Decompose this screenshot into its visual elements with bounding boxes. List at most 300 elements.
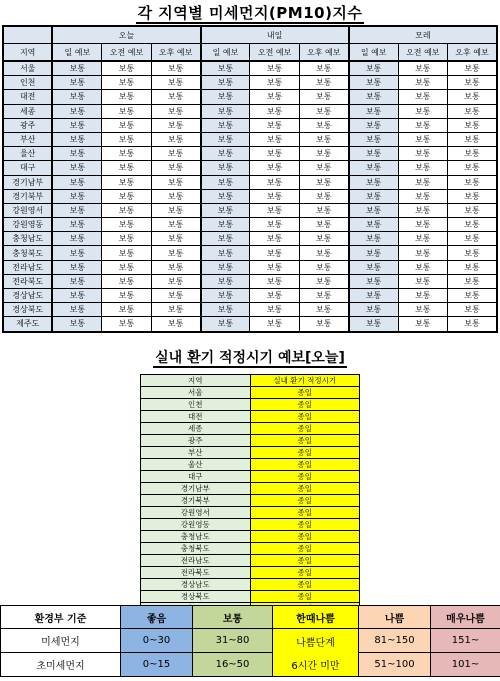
vent-region-cell: 전라남도	[141, 555, 251, 567]
pm-value-cell: 보통	[52, 232, 101, 246]
pm-value-cell: 보통	[299, 260, 348, 274]
vent-value-cell: 종일	[250, 447, 360, 459]
pm-value-cell: 보통	[102, 232, 151, 246]
pm-value-cell: 보통	[151, 147, 200, 161]
vent-region-cell: 대전	[141, 411, 251, 423]
pm-value-cell: 보통	[250, 289, 299, 303]
pm-value-cell: 보통	[398, 274, 447, 288]
pm-value-cell: 보통	[52, 289, 101, 303]
pm-value-cell: 보통	[102, 118, 151, 132]
pm-value-cell: 보통	[398, 104, 447, 118]
standard-value: 0~30	[121, 629, 193, 653]
vent-region-cell: 경기남부	[141, 483, 251, 495]
pm-value-cell: 보통	[448, 317, 497, 332]
pm-value-cell: 보통	[398, 317, 447, 332]
pm-value-cell: 보통	[349, 104, 398, 118]
vent-region-cell: 충청북도	[141, 543, 251, 555]
pm-value-cell: 보통	[52, 76, 101, 90]
pm-period-header: 일 예보	[349, 44, 398, 62]
pm-value-cell: 보통	[201, 161, 250, 175]
pm-value-cell: 보통	[448, 132, 497, 146]
pm-value-cell: 보통	[299, 274, 348, 288]
pm-period-header: 오후 예보	[299, 44, 348, 62]
pm-day-header: 모레	[349, 26, 497, 44]
pm-value-cell: 보통	[250, 203, 299, 217]
pm-region-cell: 경상북도	[3, 303, 52, 317]
pm-region-cell: 인천	[3, 76, 52, 90]
pm-region-cell: 대구	[3, 161, 52, 175]
pm-value-cell: 보통	[299, 317, 348, 332]
pm-value-cell: 보통	[52, 189, 101, 203]
pm-value-cell: 보통	[52, 274, 101, 288]
vent-value-cell: 종일	[250, 567, 360, 579]
pm-value-cell: 보통	[398, 147, 447, 161]
pm-value-cell: 보통	[201, 246, 250, 260]
vent-region-cell: 세종	[141, 423, 251, 435]
table-row	[141, 591, 360, 603]
pm-value-cell: 보통	[398, 189, 447, 203]
pm-value-cell: 보통	[349, 303, 398, 317]
pm-period-header: 오후 예보	[448, 44, 497, 62]
vent-header-cell: 실내 환기 적정시기	[250, 375, 360, 387]
pm-value-cell: 보통	[201, 147, 250, 161]
table-row	[3, 274, 497, 288]
pm-value-cell: 보통	[250, 317, 299, 332]
table-row	[3, 260, 497, 274]
pm-value-cell: 보통	[448, 175, 497, 189]
pm-value-cell: 보통	[52, 132, 101, 146]
pm-value-cell: 보통	[398, 90, 447, 104]
vent-value-cell: 종일	[250, 495, 360, 507]
pm-value-cell: 보통	[201, 232, 250, 246]
pm-value-cell: 보통	[250, 260, 299, 274]
pm-region-cell: 제주도	[3, 317, 52, 332]
pm-value-cell: 보통	[299, 104, 348, 118]
pm-value-cell: 보통	[201, 203, 250, 217]
pm-period-header: 오전 예보	[250, 44, 299, 62]
pm-value-cell: 보통	[52, 246, 101, 260]
table-row	[3, 76, 497, 90]
table-row	[3, 132, 497, 146]
vent-region-cell: 경상북도	[141, 591, 251, 603]
pm-value-cell: 보통	[102, 246, 151, 260]
pm-value-cell: 보통	[52, 260, 101, 274]
pm-value-cell: 보통	[201, 289, 250, 303]
pm-value-cell: 보통	[448, 260, 497, 274]
vent-value-cell: 종일	[250, 555, 360, 567]
vent-region-cell: 서울	[141, 387, 251, 399]
pm-value-cell: 보통	[448, 90, 497, 104]
pm-value-cell: 보통	[151, 303, 200, 317]
pm-value-cell: 보통	[349, 232, 398, 246]
pm-region-cell: 충청남도	[3, 232, 52, 246]
pm-value-cell: 보통	[349, 289, 398, 303]
vent-region-cell: 충청남도	[141, 531, 251, 543]
pm-value-cell: 보통	[201, 175, 250, 189]
pm-value-cell: 보통	[398, 232, 447, 246]
pm-value-cell: 보통	[349, 218, 398, 232]
pm-region-cell: 광주	[3, 118, 52, 132]
table-row	[141, 531, 360, 543]
pm-region-cell: 전라북도	[3, 274, 52, 288]
standard-header-cell: 나쁨	[359, 606, 431, 629]
pm-value-cell: 보통	[299, 61, 348, 76]
pm-value-cell: 보통	[250, 218, 299, 232]
pm-value-cell: 보통	[201, 274, 250, 288]
pm-period-header: 오전 예보	[102, 44, 151, 62]
vent-region-cell: 강원영서	[141, 507, 251, 519]
pm-value-cell: 보통	[398, 260, 447, 274]
pm-value-cell: 보통	[299, 90, 348, 104]
pm-value-cell: 보통	[299, 232, 348, 246]
pm-forecast-table	[2, 25, 498, 333]
pm-value-cell: 보통	[151, 274, 200, 288]
pm-value-cell: 보통	[448, 104, 497, 118]
pm-value-cell: 보통	[102, 61, 151, 76]
table-row	[141, 399, 360, 411]
pm-value-cell: 보통	[448, 232, 497, 246]
pm-value-cell: 보통	[52, 203, 101, 217]
pm-value-cell: 보통	[250, 232, 299, 246]
pm-value-cell: 보통	[398, 132, 447, 146]
table-row	[141, 483, 360, 495]
pm-value-cell: 보통	[151, 175, 200, 189]
pm-value-cell: 보통	[398, 61, 447, 76]
standard-header-row	[1, 606, 500, 629]
table-row	[141, 495, 360, 507]
pm-value-cell: 보통	[448, 161, 497, 175]
pm-value-cell: 보통	[52, 90, 101, 104]
standard-value: 51~100	[359, 653, 431, 677]
vent-region-cell: 부산	[141, 447, 251, 459]
pm-value-cell: 보통	[299, 203, 348, 217]
standard-header-cell: 환경부 기준	[1, 606, 121, 629]
pm-value-cell: 보통	[201, 76, 250, 90]
pm-value-cell: 보통	[250, 76, 299, 90]
pm-region-cell: 울산	[3, 147, 52, 161]
pm-value-cell: 보통	[102, 303, 151, 317]
pm-value-cell: 보통	[151, 118, 200, 132]
pm-value-cell: 보통	[448, 218, 497, 232]
table-row	[3, 161, 497, 175]
pm-value-cell: 보통	[349, 61, 398, 76]
pm-value-cell: 보통	[349, 147, 398, 161]
pm-region-cell: 서울	[3, 61, 52, 76]
pm-header-row-days	[3, 26, 497, 44]
pm-value-cell: 보통	[102, 260, 151, 274]
pm-value-cell: 보통	[448, 303, 497, 317]
pm-value-cell: 보통	[448, 246, 497, 260]
pm-value-cell: 보통	[201, 61, 250, 76]
table-row	[3, 303, 497, 317]
ventilation-table	[140, 374, 360, 615]
pm-value-cell: 보통	[151, 246, 200, 260]
pm-period-header: 오후 예보	[151, 44, 200, 62]
pm-value-cell: 보통	[102, 175, 151, 189]
pm-value-cell: 보통	[102, 90, 151, 104]
vent-value-cell: 종일	[250, 531, 360, 543]
pm-region-header: 지역	[3, 44, 52, 62]
pm-value-cell: 보통	[349, 274, 398, 288]
pm-region-cell: 전라남도	[3, 260, 52, 274]
table-row	[3, 90, 497, 104]
vent-value-cell: 종일	[250, 543, 360, 555]
pm-value-cell: 보통	[201, 118, 250, 132]
vent-region-cell: 대구	[141, 471, 251, 483]
table-row	[141, 555, 360, 567]
vent-value-cell: 종일	[250, 435, 360, 447]
table-row	[141, 423, 360, 435]
pm-value-cell: 보통	[52, 61, 101, 76]
standard-table	[0, 605, 500, 677]
pm-value-cell: 보통	[349, 260, 398, 274]
table-row	[141, 579, 360, 591]
pm-value-cell: 보통	[250, 104, 299, 118]
vent-value-cell: 종일	[250, 507, 360, 519]
pm-value-cell: 보통	[102, 317, 151, 332]
table-row	[3, 218, 497, 232]
pm-value-cell: 보통	[299, 189, 348, 203]
pm-period-header: 일 예보	[201, 44, 250, 62]
pm-value-cell: 보통	[151, 203, 200, 217]
pm-value-cell: 보통	[299, 303, 348, 317]
vent-value-cell: 종일	[250, 483, 360, 495]
standard-value: 16~50	[193, 653, 273, 677]
pm-value-cell: 보통	[250, 161, 299, 175]
pm-value-cell: 보통	[250, 147, 299, 161]
pm-value-cell: 보통	[201, 132, 250, 146]
vent-region-cell: 강원영동	[141, 519, 251, 531]
pm-value-cell: 보통	[398, 246, 447, 260]
pm-region-cell: 경상남도	[3, 289, 52, 303]
vent-region-cell: 울산	[141, 459, 251, 471]
table-row	[141, 459, 360, 471]
pm-value-cell: 보통	[398, 218, 447, 232]
pm-value-cell: 보통	[102, 189, 151, 203]
standard-temp-bad-line: 나쁨단계	[296, 637, 335, 649]
pm-value-cell: 보통	[250, 175, 299, 189]
pm-value-cell: 보통	[299, 76, 348, 90]
table-row	[141, 519, 360, 531]
pm-value-cell: 보통	[102, 274, 151, 288]
pm-value-cell: 보통	[299, 246, 348, 260]
pm-value-cell: 보통	[52, 218, 101, 232]
standard-value: 31~80	[193, 629, 273, 653]
pm-region-cell: 강원영동	[3, 218, 52, 232]
pm-value-cell: 보통	[151, 132, 200, 146]
pm-value-cell: 보통	[151, 232, 200, 246]
table-row	[141, 471, 360, 483]
pm-value-cell: 보통	[299, 161, 348, 175]
vent-region-cell: 경기북부	[141, 495, 251, 507]
pm-region-cell: 경기남부	[3, 175, 52, 189]
pm-value-cell: 보통	[102, 132, 151, 146]
standard-value: 151~	[431, 629, 500, 653]
pm-value-cell: 보통	[398, 118, 447, 132]
pm-value-cell: 보통	[151, 189, 200, 203]
standard-label: 미세먼지	[1, 629, 121, 653]
vent-region-cell: 인천	[141, 399, 251, 411]
pm-value-cell: 보통	[299, 147, 348, 161]
vent-region-cell: 경상남도	[141, 579, 251, 591]
pm-value-cell: 보통	[151, 76, 200, 90]
pm-value-cell: 보통	[349, 90, 398, 104]
standard-value: 101~	[431, 653, 500, 677]
pm-value-cell: 보통	[250, 189, 299, 203]
pm-value-cell: 보통	[349, 189, 398, 203]
standard-header-cell: 한때나쁨	[273, 606, 359, 629]
pm-value-cell: 보통	[250, 274, 299, 288]
table-row	[141, 507, 360, 519]
pm-value-cell: 보통	[250, 61, 299, 76]
pm-value-cell: 보통	[299, 175, 348, 189]
pm-value-cell: 보통	[299, 218, 348, 232]
pm-region-cell: 대전	[3, 90, 52, 104]
table-row	[141, 447, 360, 459]
pm-value-cell: 보통	[398, 161, 447, 175]
pm-header-blank	[3, 26, 52, 44]
standard-value: 81~150	[359, 629, 431, 653]
pm-value-cell: 보통	[102, 104, 151, 118]
table-row	[3, 232, 497, 246]
pm-value-cell: 보통	[151, 260, 200, 274]
vent-region-cell: 광주	[141, 435, 251, 447]
table-row	[3, 317, 497, 332]
pm-value-cell: 보통	[250, 118, 299, 132]
pm-value-cell: 보통	[151, 61, 200, 76]
pm-value-cell: 보통	[201, 218, 250, 232]
pm-region-cell: 경기북부	[3, 189, 52, 203]
pm-region-cell: 부산	[3, 132, 52, 146]
pm-value-cell: 보통	[349, 132, 398, 146]
pm-value-cell: 보통	[448, 76, 497, 90]
standard-value: 0~15	[121, 653, 193, 677]
table-row	[3, 104, 497, 118]
table-row	[141, 411, 360, 423]
pm-period-header: 오전 예보	[398, 44, 447, 62]
standard-temp-bad	[273, 629, 359, 677]
vent-title: 실내 환기 적정시기 예보[오늘]	[155, 350, 345, 366]
pm-value-cell: 보통	[349, 76, 398, 90]
pm-day-header: 내일	[201, 26, 349, 44]
standard-header-cell: 매우나쁨	[431, 606, 500, 629]
pm-value-cell: 보통	[398, 203, 447, 217]
vent-value-cell: 종일	[250, 519, 360, 531]
pm-value-cell: 보통	[398, 175, 447, 189]
vent-region-cell: 전라북도	[141, 567, 251, 579]
pm-value-cell: 보통	[299, 132, 348, 146]
pm-value-cell: 보통	[102, 161, 151, 175]
pm-value-cell: 보통	[201, 303, 250, 317]
table-row	[141, 567, 360, 579]
table-row	[3, 246, 497, 260]
pm-value-cell: 보통	[201, 317, 250, 332]
standard-row-pm25	[1, 653, 500, 677]
pm-value-cell: 보통	[448, 118, 497, 132]
vent-value-cell: 종일	[250, 399, 360, 411]
pm-value-cell: 보통	[448, 274, 497, 288]
pm-value-cell: 보통	[349, 161, 398, 175]
vent-value-cell: 종일	[250, 579, 360, 591]
pm-value-cell: 보통	[250, 303, 299, 317]
pm-value-cell: 보통	[349, 246, 398, 260]
pm-value-cell: 보통	[151, 90, 200, 104]
pm-value-cell: 보통	[349, 118, 398, 132]
pm-period-header: 일 예보	[52, 44, 101, 62]
pm-value-cell: 보통	[299, 289, 348, 303]
pm-value-cell: 보통	[201, 104, 250, 118]
table-row	[3, 289, 497, 303]
pm-value-cell: 보통	[102, 289, 151, 303]
pm-value-cell: 보통	[201, 260, 250, 274]
standard-header-cell: 보통	[193, 606, 273, 629]
pm-value-cell: 보통	[151, 317, 200, 332]
pm-title: 각 지역별 미세먼지(PM10)지수	[137, 4, 363, 22]
pm-region-cell: 충청북도	[3, 246, 52, 260]
pm-value-cell: 보통	[151, 161, 200, 175]
vent-value-cell: 종일	[250, 423, 360, 435]
table-row	[3, 203, 497, 217]
pm-value-cell: 보통	[448, 61, 497, 76]
pm-value-cell: 보통	[349, 317, 398, 332]
pm-value-cell: 보통	[102, 218, 151, 232]
pm-value-cell: 보통	[398, 76, 447, 90]
pm-region-cell: 강원영서	[3, 203, 52, 217]
pm-value-cell: 보통	[448, 289, 497, 303]
pm-value-cell: 보통	[398, 303, 447, 317]
pm-value-cell: 보통	[448, 203, 497, 217]
table-row	[3, 175, 497, 189]
pm-value-cell: 보통	[52, 175, 101, 189]
vent-value-cell: 종일	[250, 471, 360, 483]
pm-value-cell: 보통	[151, 289, 200, 303]
pm-value-cell: 보통	[201, 90, 250, 104]
vent-header-row	[141, 375, 360, 387]
pm-value-cell: 보통	[52, 303, 101, 317]
pm-header-row-periods	[3, 44, 497, 62]
pm-value-cell: 보통	[102, 147, 151, 161]
table-row	[3, 61, 497, 76]
standard-label: 초미세먼지	[1, 653, 121, 677]
vent-header-cell: 지역	[141, 375, 251, 387]
vent-value-cell: 종일	[250, 387, 360, 399]
standard-temp-bad-line: 6시간 미만	[291, 660, 340, 672]
pm-value-cell: 보통	[102, 203, 151, 217]
pm-value-cell: 보통	[102, 76, 151, 90]
pm-region-cell: 세종	[3, 104, 52, 118]
pm-value-cell: 보통	[250, 246, 299, 260]
pm-value-cell: 보통	[201, 189, 250, 203]
pm-value-cell: 보통	[52, 161, 101, 175]
pm-value-cell: 보통	[250, 132, 299, 146]
pm-value-cell: 보통	[448, 189, 497, 203]
pm-value-cell: 보통	[52, 147, 101, 161]
pm-value-cell: 보통	[349, 175, 398, 189]
pm-value-cell: 보통	[52, 118, 101, 132]
standard-row-pm10	[1, 629, 500, 653]
pm-value-cell: 보통	[151, 104, 200, 118]
table-row	[141, 543, 360, 555]
table-row	[141, 387, 360, 399]
table-row	[3, 189, 497, 203]
pm-value-cell: 보통	[398, 289, 447, 303]
pm-value-cell: 보통	[349, 203, 398, 217]
pm-day-header: 오늘	[52, 26, 200, 44]
pm-value-cell: 보통	[52, 317, 101, 332]
table-row	[141, 435, 360, 447]
pm-value-cell: 보통	[52, 104, 101, 118]
table-row	[3, 147, 497, 161]
